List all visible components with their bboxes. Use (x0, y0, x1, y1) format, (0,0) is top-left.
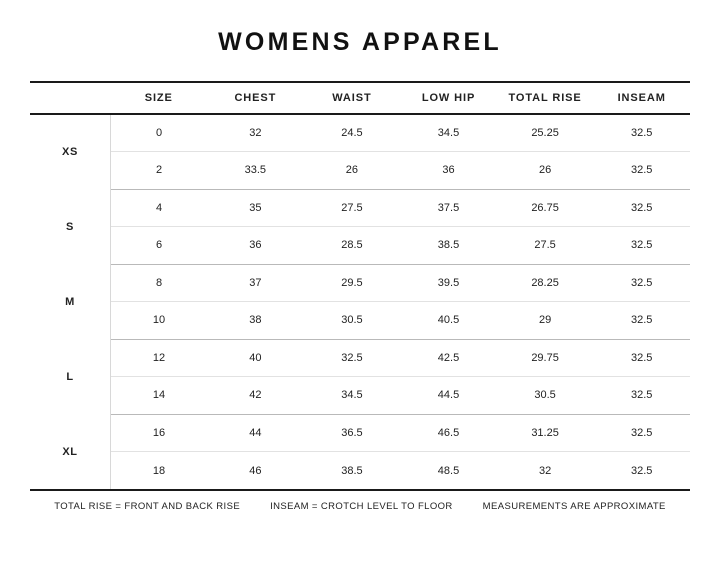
table-header-row (30, 82, 690, 114)
cell-waist: 26 (304, 152, 401, 190)
cell-inseam: 32.5 (630, 464, 653, 477)
cell-inseam: 32.5 (593, 152, 690, 190)
cell-chest: 42 (207, 377, 304, 415)
cell-low-hip: 36 (400, 152, 497, 190)
cell-chest: 32 (207, 114, 304, 152)
cell-low-hip: 40.5 (400, 302, 497, 340)
table-header (30, 82, 690, 114)
cell-inseam: 32.5 (593, 414, 690, 452)
cell-size: 14 (110, 377, 207, 415)
cell-total-rise: 32 (538, 464, 552, 477)
cell-low-hip: 39.5 (400, 264, 497, 302)
size-group-label: S (30, 189, 110, 264)
cell-size: 4 (110, 189, 207, 227)
cell-waist: 38.5 (341, 464, 363, 477)
cell-inseam: 32.5 (593, 377, 690, 415)
cell-chest: 35 (207, 189, 304, 227)
size-group-label: L (30, 339, 110, 414)
cell-inseam: 32.5 (593, 189, 690, 227)
cell-chest: 38 (207, 302, 304, 340)
table-row (30, 189, 690, 227)
page-title: WOMENS APPAREL (218, 28, 502, 56)
cell-waist: 30.5 (304, 302, 401, 340)
cell-inseam: 32.5 (593, 264, 690, 302)
cell-inseam: 32.5 (593, 302, 690, 340)
table-row (30, 264, 690, 302)
size-group-label: XS (30, 114, 110, 189)
cell-chest: 40 (207, 339, 304, 377)
cell-total-rise: 30.5 (497, 377, 594, 415)
cell-size: 10 (110, 302, 207, 340)
cell-size: 18 (152, 464, 166, 477)
cell-waist: 24.5 (304, 114, 401, 152)
cell-total-rise: 29.75 (497, 339, 594, 377)
cell-low-hip: 46.5 (400, 414, 497, 452)
size-chart-table (30, 81, 690, 489)
size-group-label: XL (30, 414, 110, 489)
table-row (30, 114, 690, 152)
footnote-total-rise: TOTAL RISE = FRONT AND BACK RISE (54, 501, 241, 512)
cell-total-rise: 28.25 (497, 264, 594, 302)
table-row (30, 227, 690, 265)
footnote-inseam: INSEAM = CROTCH LEVEL TO FLOOR (270, 501, 453, 512)
cell-total-rise: 27.5 (497, 227, 594, 265)
cell-chest: 44 (207, 414, 304, 452)
cell-size: 0 (110, 114, 207, 152)
cell-total-rise: 26 (497, 152, 594, 190)
cell-total-rise: 26.75 (497, 189, 594, 227)
cell-inseam: 32.5 (593, 339, 690, 377)
table-row (30, 152, 690, 190)
cell-low-hip: 37.5 (400, 189, 497, 227)
table-row (30, 377, 690, 415)
cell-size: 2 (110, 152, 207, 190)
column-header-low-hip: LOW HIP (421, 92, 476, 104)
column-header-total-rise: TOTAL RISE (508, 92, 582, 104)
cell-size: 8 (110, 264, 207, 302)
cell-inseam: 32.5 (593, 227, 690, 265)
column-header-size: SIZE (144, 92, 173, 104)
cell-size: 16 (110, 414, 207, 452)
table-row (30, 302, 690, 340)
cell-inseam: 32.5 (593, 114, 690, 152)
cell-size: 12 (110, 339, 207, 377)
table-row (30, 339, 690, 377)
cell-waist: 29.5 (304, 264, 401, 302)
cell-low-hip: 34.5 (400, 114, 497, 152)
cell-low-hip: 44.5 (400, 377, 497, 415)
cell-waist: 27.5 (304, 189, 401, 227)
cell-chest: 36 (207, 227, 304, 265)
cell-chest: 46 (249, 464, 262, 477)
cell-low-hip: 48.5 (437, 464, 460, 477)
cell-low-hip: 42.5 (400, 339, 497, 377)
cell-waist: 34.5 (304, 377, 401, 415)
column-header-chest: CHEST (234, 92, 277, 104)
column-header-group (30, 82, 110, 114)
cell-low-hip: 38.5 (400, 227, 497, 265)
cell-waist: 36.5 (304, 414, 401, 452)
cell-total-rise: 25.25 (497, 114, 594, 152)
cell-chest: 33.5 (207, 152, 304, 190)
footnotes (30, 491, 690, 512)
column-header-inseam: INSEAM (617, 92, 666, 104)
cell-total-rise: 29 (497, 302, 594, 340)
cell-waist: 28.5 (304, 227, 401, 265)
size-chart-page (0, 28, 720, 563)
cell-total-rise: 31.25 (497, 414, 594, 452)
table-row (30, 452, 690, 490)
cell-chest: 37 (207, 264, 304, 302)
size-chart-table-wrapper (30, 81, 690, 489)
footnote-approximate: MEASUREMENTS ARE APPROXIMATE (482, 501, 666, 512)
table-body (30, 114, 690, 489)
cell-size: 6 (110, 227, 207, 265)
table-row (30, 414, 690, 452)
size-group-label: M (30, 264, 110, 339)
cell-waist: 32.5 (304, 339, 401, 377)
column-header-waist: WAIST (332, 92, 372, 104)
